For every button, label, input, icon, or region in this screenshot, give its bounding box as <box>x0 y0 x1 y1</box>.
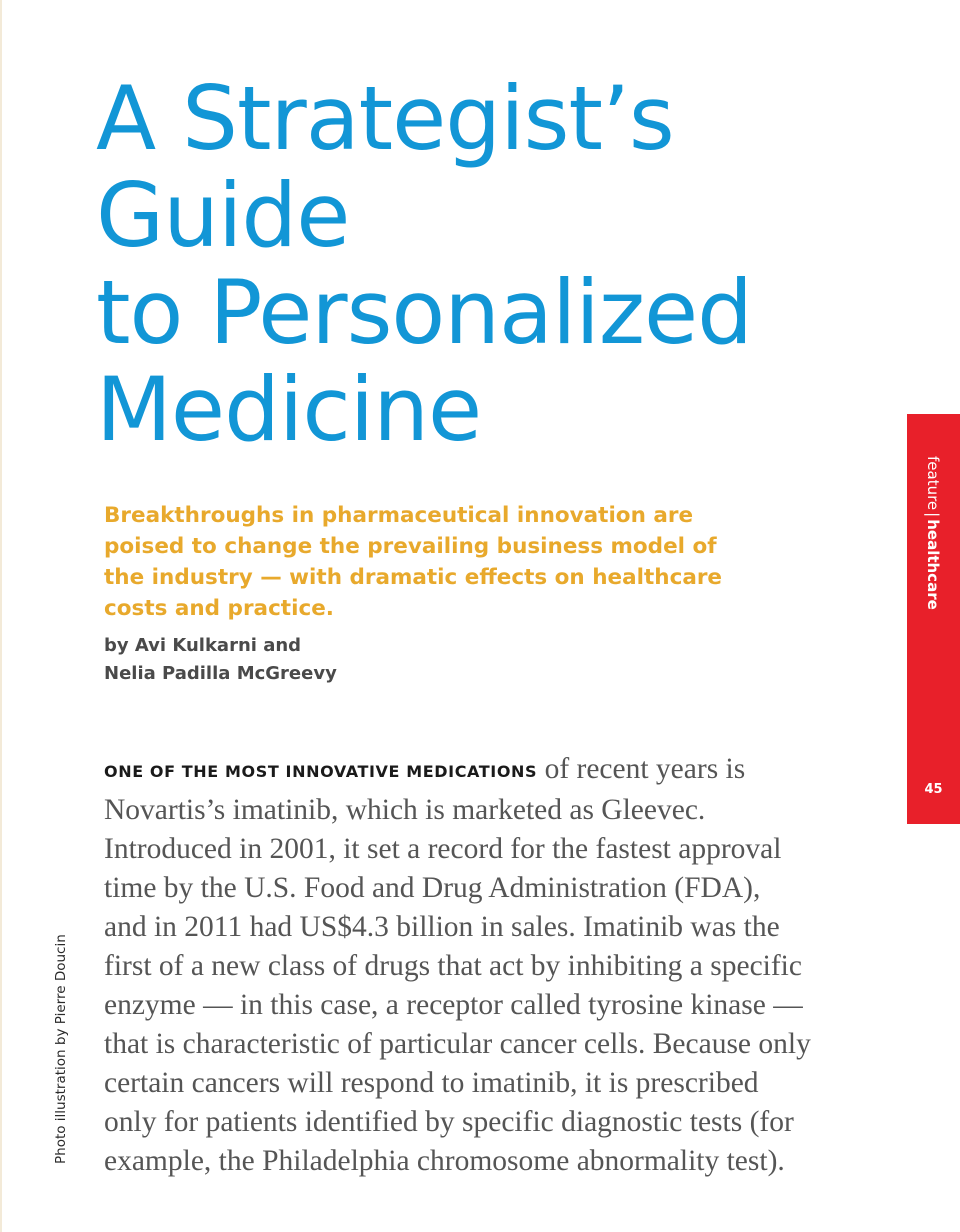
byline-line: Nelia Padilla McGreevy <box>104 663 337 684</box>
body-line-rest: of recent years is <box>537 753 746 785</box>
body-line: time by the U.S. Food and Drug Administration (FDA), <box>104 872 761 904</box>
body-line: that is characteristic of particular cancer cells. Because only <box>104 1028 811 1060</box>
body-line: and in 2011 had US$4.3 billion in sales. Imatinib was the <box>104 911 780 943</box>
article-body <box>104 750 864 1181</box>
body-line: example, the Philadelphia chromosome abnormality test). <box>104 1145 785 1177</box>
body-line: only for patients identified by specific diagnostic tests (for <box>104 1106 794 1138</box>
article-subtitle: Breakthroughs in pharmaceutical innovation are poised to change the prevailing business model of the industry — with dramatic effects on healthcare costs and practice. <box>104 503 723 621</box>
title-line: Guide <box>96 164 350 267</box>
section-label <box>922 456 944 610</box>
body-line: Introduced in 2001, it set a record for the fastest approval <box>104 833 782 865</box>
section-topic: healthcare <box>924 519 942 610</box>
body-line: Novartis’s imatinib, which is marketed as Gleevec. <box>104 794 706 826</box>
body-line: first of a new class of drugs that act by inhibiting a specific <box>104 950 802 982</box>
byline-line: by Avi Kulkarni and <box>104 635 302 656</box>
body-line: certain cancers will respond to imatinib, it is prescribed <box>104 1067 759 1099</box>
body-line: enzyme — in this case, a receptor called tyrosine kinase — <box>104 989 803 1021</box>
author-byline <box>104 632 337 688</box>
title-line: Medicine <box>96 358 482 461</box>
title-line: A Strategist’s <box>96 67 674 170</box>
section-kind: feature <box>924 456 942 511</box>
page-number: 45 <box>924 782 943 797</box>
photo-credit: Photo illustration by Pierre Doucin <box>53 934 69 1164</box>
lead-in: ONE OF THE MOST INNOVATIVE MEDICATIONS <box>104 762 538 781</box>
article-title <box>96 67 753 461</box>
page-edge-rule <box>0 0 2 1232</box>
body-line <box>104 750 864 791</box>
title-line: to Personalized <box>96 261 753 364</box>
section-separator: | <box>924 512 942 518</box>
